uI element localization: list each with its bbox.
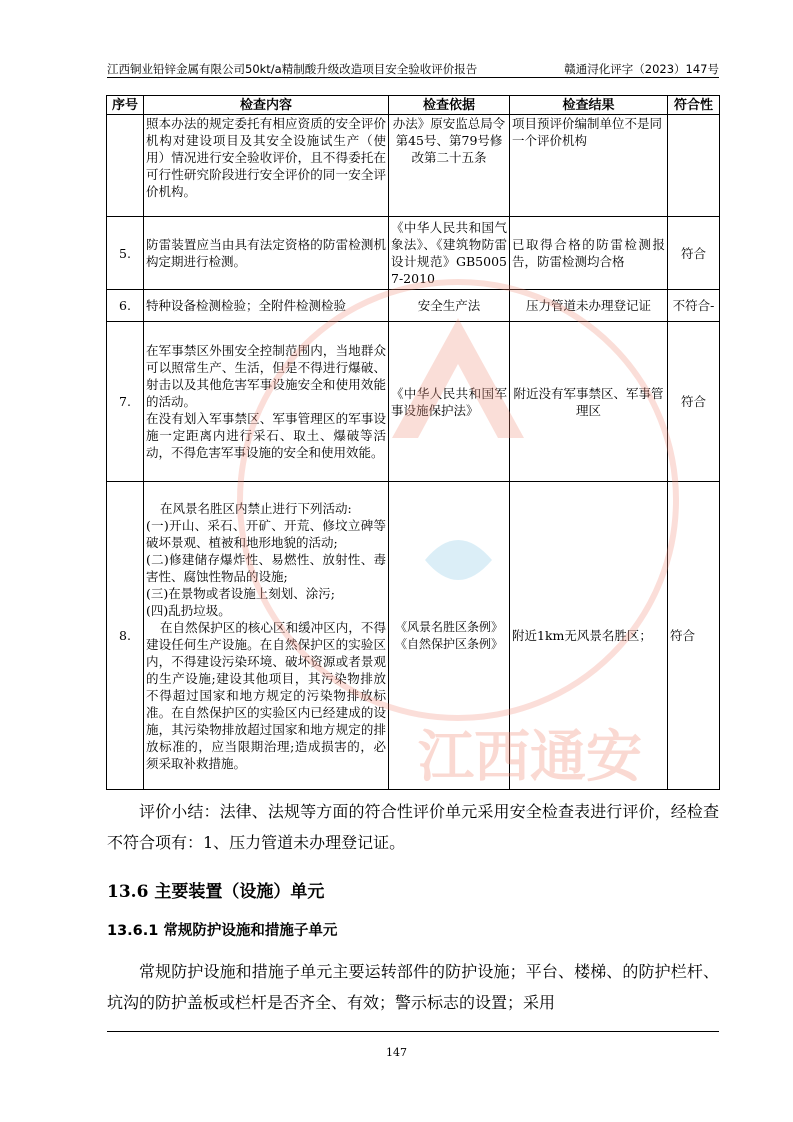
content-para: 照本办法的规定委托有相应资质的安全评价机构对建设项目及其安全设施试生产（使用）情况进行安全验收评价，且不得委托在可行性研究阶段进行安全评价的同一安全评价机构。	[146, 116, 386, 199]
row-conform: 不符合-	[668, 290, 720, 322]
row-result: 压力管道未办理登记证	[510, 290, 668, 322]
row-conform	[668, 115, 720, 217]
table-row	[107, 115, 720, 217]
footer-rule	[107, 1031, 719, 1032]
row-basis: 《中华人民共和国气象法》、《建筑物防雷设计规范》GB50057-2010	[389, 217, 510, 290]
col-header-no: 序号	[107, 96, 144, 115]
row-result: 附近1km无风景名胜区；	[510, 482, 668, 790]
col-header-conform: 符合性	[668, 96, 720, 115]
row-result: 项目预评价编制单位不是同一个评价机构	[510, 115, 668, 217]
row-result: 附近没有军事禁区、军事管理区	[510, 322, 668, 482]
section-heading: 13.6 主要装置（设施）单元	[107, 882, 325, 902]
table-row	[107, 217, 720, 290]
row-basis: 安全生产法	[389, 290, 510, 322]
table-header-row	[107, 96, 720, 115]
content-para: 在军事禁区外围安全控制范围内，当地群众可以照常生产、生活，但是不得进行爆破、射击以及其他危害军事设施安全和使用效能的活动。	[146, 343, 386, 409]
row-basis: 办法》原安监总局令第45号、第79号修改第二十五条	[389, 115, 510, 217]
content-para: (三)在景物或者设施上刻划、涂污;	[146, 585, 335, 601]
row-result: 已取得合格的防雷检测报告，防雷检测均合格	[510, 217, 668, 290]
table-row	[107, 482, 720, 790]
row-no: 8.	[107, 482, 144, 790]
row-content	[144, 115, 389, 217]
content-para: 在风景名胜区内禁止进行下列活动:	[160, 500, 352, 516]
row-content	[144, 290, 389, 322]
content-para: (一)开山、采石、开矿、开荒、修坟立碑等破坏景观、植被和地形地貌的活动;	[146, 517, 386, 550]
row-basis: 《中华人民共和国军事设施保护法》	[389, 322, 510, 482]
content-para: 在没有划入军事禁区、军事管理区的军事设施一定距离内进行采石、取土、爆破等活动，不得危害军事设施的安全和使用效能。	[146, 411, 386, 460]
row-content	[144, 482, 389, 790]
page-number: 147	[386, 1046, 407, 1059]
row-conform: 符合	[668, 482, 720, 790]
header-report-number: 赣通浔化评字（2023）147号	[564, 62, 719, 76]
col-header-result: 检查结果	[510, 96, 668, 115]
content-para: 防雷装置应当由具有法定资格的防雷检测机构定期进行检测。	[146, 237, 386, 269]
row-no: 5.	[107, 217, 144, 290]
page-header	[107, 59, 719, 78]
evaluation-summary: 评价小结：法律、法规等方面的符合性评价单元采用安全检查表进行评价，经检查不符合项有：1、压力管道未办理登记证。	[107, 802, 719, 852]
row-no	[107, 115, 144, 217]
content-para: (二)修建储存爆炸性、易燃性、放射性、毒害性、腐蚀性物品的设施;	[146, 551, 386, 584]
row-conform: 符合	[668, 217, 720, 290]
row-content	[144, 322, 389, 482]
row-no: 7.	[107, 322, 144, 482]
col-header-basis: 检查依据	[389, 96, 510, 115]
row-basis: 《风景名胜区条例》《自然保护区条例》	[389, 482, 510, 790]
watermark-text: 江西通安	[418, 725, 642, 790]
table-row	[107, 322, 720, 482]
row-no: 6.	[107, 290, 144, 322]
table-row	[107, 290, 720, 322]
col-header-content: 检查内容	[144, 96, 389, 115]
content-para: (四)乱扔垃圾。	[146, 602, 231, 618]
subsection-heading: 13.6.1 常规防护设施和措施子单元	[107, 923, 338, 939]
body-paragraph: 常规防护设施和措施子单元主要运转部件的防护设施；平台、楼梯、的防护栏杆、坑沟的防护盖板或栏杆是否齐全、有效；警示标志的设置；采用	[107, 962, 719, 1012]
header-report-title: 江西铜业铅锌金属有限公司50kt/a精制酸升级改造项目安全验收评价报告	[107, 62, 478, 76]
content-para: 特种设备检测检验；全附件检测检验	[146, 298, 347, 313]
checklist-table	[106, 95, 720, 790]
row-conform: 符合	[668, 322, 720, 482]
content-para: 在自然保护区的核心区和缓冲区内，不得建设任何生产设施。在自然保护区的实验区内，不得建设污染环境、破坏资源或者景观的生产设施;建设其他项目，其污染物排放不得超过国家和地方规定的污染物排放标准。在自然保护区的实验区内已经建成的设施，其污染物排放超过国家和地方规定的排放标准的，应当限期治理;造成损害的，必须采取补救措施。	[146, 619, 386, 771]
row-content	[144, 217, 389, 290]
